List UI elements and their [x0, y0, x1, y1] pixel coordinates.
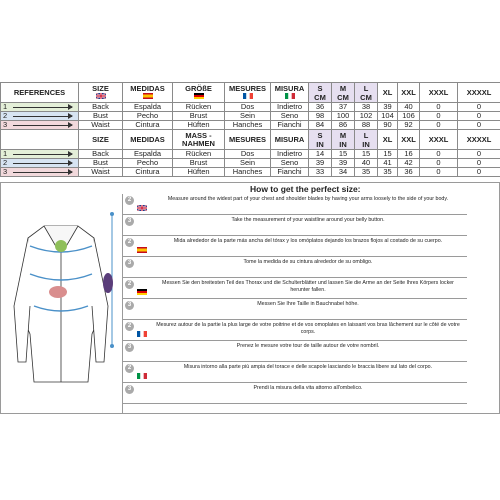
table-row: [1, 159, 500, 168]
instruction-row: [123, 362, 467, 383]
value-cell: 92: [398, 121, 420, 130]
size-cell: Waist: [79, 121, 123, 130]
instruction-row: [123, 341, 467, 362]
mesures-cell: Hanches: [225, 168, 271, 177]
value-cell: 104: [378, 112, 398, 121]
arrow-icon: [13, 107, 72, 108]
mesures-cell: Dos: [225, 103, 271, 112]
medidas-cell: Espalda: [123, 103, 173, 112]
header-size-col: L IN: [355, 130, 378, 150]
instruction-text: Prendi la misura della vita attorno all'ombelico.: [253, 385, 363, 391]
fr-flag-icon: [137, 324, 147, 330]
header-grosse: GRÖßE: [173, 83, 225, 103]
ref-cell: 3: [1, 168, 79, 177]
instruction-row: [123, 383, 467, 404]
value-cell: 41: [378, 159, 398, 168]
number-badge: 2: [125, 364, 134, 373]
header-size-col: XXXXL: [458, 83, 500, 103]
value-cell: 0: [458, 159, 500, 168]
instruction-text: Messen Sie Ihre Taille in Bauchnabel höhe.: [257, 301, 359, 307]
value-cell: 38: [355, 103, 378, 112]
value-cell: 0: [420, 112, 458, 121]
header-references: REFERENCES: [1, 83, 79, 103]
value-cell: 0: [420, 103, 458, 112]
uk-flag-icon: [137, 198, 147, 204]
misura-cell: Seno: [271, 159, 309, 168]
header-size-col: XXXL: [420, 130, 458, 150]
value-cell: 0: [420, 121, 458, 130]
number-badge: 2: [125, 280, 134, 289]
value-cell: 0: [458, 168, 500, 177]
header-medidas: MEDIDAS: [123, 130, 173, 150]
instruction-row: [123, 320, 467, 341]
misura-cell: Fianchi: [271, 121, 309, 130]
value-cell: 88: [355, 121, 378, 130]
value-cell: 0: [420, 150, 458, 159]
value-cell: 15: [378, 150, 398, 159]
instruction-row: [123, 215, 467, 236]
instruction-row: [123, 299, 467, 320]
value-cell: 39: [378, 103, 398, 112]
table-row: [1, 121, 500, 130]
instruction-text: Measure around the widest part of your chest and shoulder blades by having your arms loosely to the side of your body.: [167, 196, 449, 202]
table-row: [1, 168, 500, 177]
medidas-cell: Cintura: [123, 168, 173, 177]
ref-cell: 1: [1, 103, 79, 112]
it-flag-icon: [137, 366, 147, 372]
grosse-cell: Hüften: [173, 168, 225, 177]
grosse-cell: Rücken: [173, 103, 225, 112]
medidas-cell: Pecho: [123, 112, 173, 121]
size-cell: Back: [79, 103, 123, 112]
value-cell: 36: [309, 103, 332, 112]
value-cell: 84: [309, 121, 332, 130]
table-header-row: [1, 83, 500, 103]
value-cell: 106: [398, 112, 420, 121]
es-flag-icon: [137, 240, 147, 246]
jacket-figure: [0, 186, 122, 414]
value-cell: 86: [332, 121, 355, 130]
instruction-row: [123, 236, 467, 257]
header-size-col: S IN: [309, 130, 332, 150]
instruction-text: Take the measurement of your waistline around your belly button.: [231, 217, 385, 223]
ref-cell: 3: [1, 121, 79, 130]
value-cell: 37: [332, 103, 355, 112]
arrow-icon: [13, 172, 72, 173]
header-size-col: L CM: [355, 83, 378, 103]
value-cell: 100: [332, 112, 355, 121]
value-cell: 14: [309, 150, 332, 159]
instruction-text: Tome la medida de su cintura alrededor de su ombligo.: [243, 259, 373, 265]
instruction-row: [123, 278, 467, 299]
header-size-col: XL: [378, 130, 398, 150]
size-chart: [0, 82, 500, 177]
value-cell: 15: [355, 150, 378, 159]
value-cell: 0: [458, 150, 500, 159]
arrow-icon: [13, 125, 72, 126]
value-cell: 40: [398, 103, 420, 112]
marker-purple: [103, 273, 113, 293]
mesures-cell: Sein: [225, 159, 271, 168]
ref-cell: 1: [1, 150, 79, 159]
arrow-icon: [13, 116, 72, 117]
value-cell: 0: [420, 159, 458, 168]
medidas-cell: Cintura: [123, 121, 173, 130]
marker-1-green: [55, 240, 67, 252]
instruction-row: [123, 194, 467, 215]
instructions-list: [122, 194, 467, 414]
header-medidas: MEDIDAS: [123, 83, 173, 103]
ref-cell: 2: [1, 112, 79, 121]
table-row: [1, 103, 500, 112]
header-mesures: MESURES: [225, 130, 271, 150]
table-row: [1, 112, 500, 121]
size-cell: Bust: [79, 112, 123, 121]
value-cell: 40: [355, 159, 378, 168]
value-cell: 0: [420, 168, 458, 177]
instruction-text: Messen Sie den breitesten Teil des Thorax und die Schulterblätter und lassen Sie die Arme an der Seite Ihres Körpers locker herunter fallen.: [162, 280, 454, 293]
value-cell: 39: [309, 159, 332, 168]
number-badge: 2: [125, 238, 134, 247]
misura-cell: Indietro: [271, 150, 309, 159]
ref-cell: 2: [1, 159, 79, 168]
size-cell: Back: [79, 150, 123, 159]
grosse-cell: Hüften: [173, 121, 225, 130]
value-cell: 39: [332, 159, 355, 168]
instruction-text: Misura intorno alla parte più ampia del torace e delle scapole lasciando le braccia libere sul lato del corpo.: [183, 364, 433, 370]
misura-cell: Seno: [271, 112, 309, 121]
header-size-col: XXXXL: [458, 130, 500, 150]
number-badge: 3: [125, 259, 134, 268]
de-flag-icon: [137, 282, 147, 288]
value-cell: 36: [398, 168, 420, 177]
table-header-row: [1, 130, 500, 150]
header-size: SIZE: [79, 83, 123, 103]
header-misura: MISURA: [271, 130, 309, 150]
mesures-cell: Hanches: [225, 121, 271, 130]
grosse-cell: Rücken: [173, 150, 225, 159]
misura-cell: Fianchi: [271, 168, 309, 177]
value-cell: 33: [309, 168, 332, 177]
header-size-col: XXL: [398, 130, 420, 150]
size-cell: Waist: [79, 168, 123, 177]
number-badge: 3: [125, 217, 134, 226]
number-badge: 3: [125, 385, 134, 394]
header-grosse: MASS - NAHMEN: [173, 130, 225, 150]
marker-3-pink: [49, 286, 67, 298]
value-cell: 98: [309, 112, 332, 121]
header-size-col: XXL: [398, 83, 420, 103]
grosse-cell: Brust: [173, 112, 225, 121]
header-size-col: XXXL: [420, 83, 458, 103]
value-cell: 15: [332, 150, 355, 159]
medidas-cell: Espalda: [123, 150, 173, 159]
header-size-col: XL: [378, 83, 398, 103]
how-to-title: How to get the perfect size:: [250, 184, 361, 194]
value-cell: 42: [398, 159, 420, 168]
header-size-col: M CM: [332, 83, 355, 103]
arrow-icon: [13, 163, 72, 164]
number-badge: 2: [125, 196, 134, 205]
value-cell: 90: [378, 121, 398, 130]
number-badge: 3: [125, 301, 134, 310]
header-misura: MISURA: [271, 83, 309, 103]
size-cell: Bust: [79, 159, 123, 168]
arrow-icon: [13, 154, 72, 155]
medidas-cell: Pecho: [123, 159, 173, 168]
value-cell: 35: [355, 168, 378, 177]
header-size-col: M IN: [332, 130, 355, 150]
header-mesures: MESURES: [225, 83, 271, 103]
size-table: [0, 82, 500, 177]
mesures-cell: Dos: [225, 150, 271, 159]
value-cell: 16: [398, 150, 420, 159]
header-size: SIZE: [79, 130, 123, 150]
header-size-col: S CM: [309, 83, 332, 103]
mesures-cell: Sein: [225, 112, 271, 121]
table-row: [1, 150, 500, 159]
value-cell: 35: [378, 168, 398, 177]
value-cell: 0: [458, 121, 500, 130]
number-badge: 2: [125, 322, 134, 331]
header-references: [1, 130, 79, 150]
value-cell: 0: [458, 103, 500, 112]
instruction-text: Prenez le mesure votre tour de taille autour de votre nombril.: [236, 343, 380, 349]
instruction-row: [123, 257, 467, 278]
value-cell: 0: [458, 112, 500, 121]
grosse-cell: Brust: [173, 159, 225, 168]
value-cell: 102: [355, 112, 378, 121]
value-cell: 34: [332, 168, 355, 177]
misura-cell: Indietro: [271, 103, 309, 112]
number-badge: 3: [125, 343, 134, 352]
instruction-text: Mida alrededor de la parte más ancha del tórax y los omóplatos dejando los brazos flojos al costado de su cuerpo.: [173, 238, 443, 244]
instruction-text: Mesurez autour de la partie la plus large de votre poitrine et de vos omoplates en laissant vos bras lâchement sur le côté de votre corps.: [156, 322, 460, 335]
